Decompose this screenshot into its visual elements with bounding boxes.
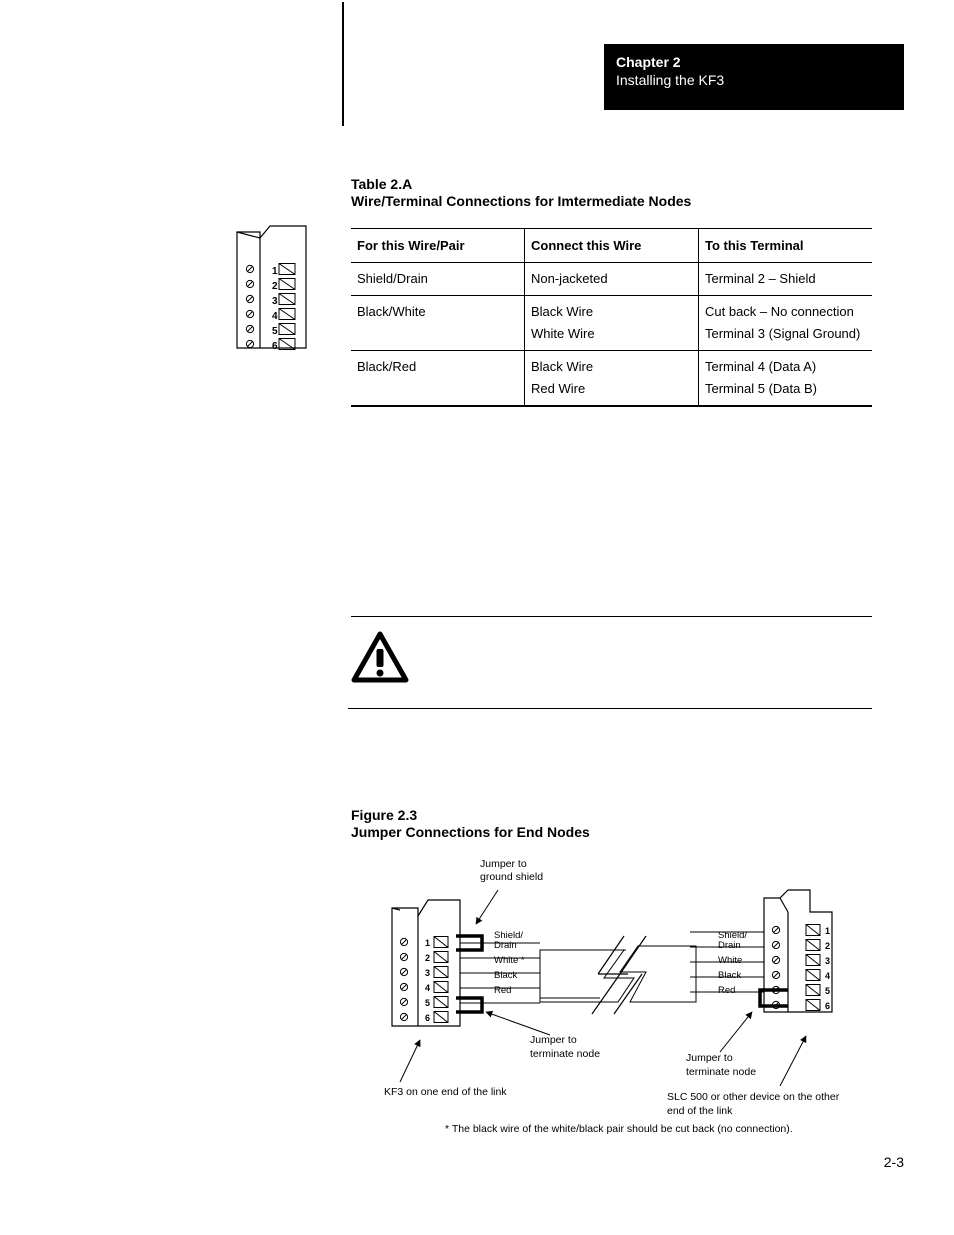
callout-arrow	[780, 1036, 806, 1086]
callout-text: terminate node	[686, 1066, 757, 1078]
callout-text: end of the link	[667, 1105, 733, 1117]
terminal-socket-diagonal	[806, 1000, 820, 1011]
terminal-socket-diagonal	[279, 279, 295, 290]
cell-wire	[525, 296, 699, 351]
terminal-number: 1	[425, 938, 431, 948]
table-row	[351, 296, 872, 351]
terminal-socket-diagonal	[806, 970, 820, 981]
callout-text: KF3 on one end of the link	[384, 1086, 507, 1098]
table-title: Wire/Terminal Connections for Imtermediate Nodes	[351, 193, 692, 209]
terminal-socket-diagonal	[806, 985, 820, 996]
terminal-number: 3	[272, 296, 278, 307]
terminal-number: 2	[272, 281, 278, 292]
terminal-value: Cut back – No connection	[705, 304, 854, 319]
screw-slot	[774, 943, 779, 948]
callout-arrow	[400, 1040, 420, 1082]
terminal-socket-diagonal	[279, 324, 295, 335]
screw-slot	[402, 955, 407, 960]
wire-label: White	[718, 955, 743, 966]
terminal-number: 5	[425, 998, 431, 1008]
terminal-number: 4	[425, 983, 431, 993]
terminal-number: 5	[272, 326, 278, 337]
screw-slot	[402, 940, 407, 945]
screw-slot	[248, 267, 253, 272]
cell-pair: Shield/Drain	[351, 263, 525, 296]
wire-value: Non-jacketed	[531, 271, 608, 286]
terminal-socket-diagonal	[279, 309, 295, 320]
wire-value: Red Wire	[531, 381, 586, 396]
terminal-number: 5	[825, 986, 831, 996]
callout-text: SLC 500 or other device on the other	[667, 1091, 840, 1103]
terminal-number: 4	[825, 971, 831, 981]
figure-label: Figure 2.3	[351, 807, 418, 823]
terminal-number: 6	[425, 1013, 431, 1023]
chapter-title: Installing the KF3	[616, 72, 725, 88]
screw-slot	[774, 958, 779, 963]
terminal-socket-diagonal	[806, 925, 820, 936]
wire-label: Red	[494, 985, 512, 996]
terminal-value: Terminal 2 – Shield	[705, 271, 816, 286]
table-row	[351, 351, 872, 407]
cell-pair: Black/Red	[351, 351, 525, 407]
screw-slot	[248, 297, 253, 302]
terminal-socket-diagonal	[279, 294, 295, 305]
terminal-socket-diagonal	[434, 952, 448, 963]
terminal-socket-diagonal	[434, 997, 448, 1008]
callout-arrow	[476, 890, 498, 924]
wire-value: White Wire	[531, 326, 595, 341]
wire-label: Drain	[718, 940, 741, 951]
callout-arrow	[486, 1012, 550, 1035]
jumper-diagram	[370, 850, 860, 1140]
cell-terminal	[699, 296, 873, 351]
figure-title: Jumper Connections for End Nodes	[351, 824, 590, 840]
terminal-socket-diagonal	[806, 940, 820, 951]
terminal-socket-diagonal	[434, 937, 448, 948]
wire-label: Shield/	[494, 930, 524, 941]
wire-value: Black Wire	[531, 359, 594, 374]
terminal-number: 1	[272, 266, 278, 277]
terminal-socket-diagonal	[279, 264, 295, 275]
screw-slot	[248, 312, 253, 317]
screw-slot	[402, 985, 407, 990]
cell-wire	[525, 351, 699, 407]
wire-label: Red	[718, 985, 736, 996]
cell-wire	[525, 263, 699, 296]
screw-slot	[248, 342, 253, 347]
column-header: To this Terminal	[699, 229, 873, 263]
page-number: 2-3	[883, 1154, 904, 1170]
column-header: Connect this Wire	[525, 229, 699, 263]
terminal-block-icon	[230, 224, 310, 356]
screw-slot	[774, 973, 779, 978]
screw-slot	[402, 970, 407, 975]
terminal-number: 4	[272, 311, 278, 322]
figure-footnote: * The black wire of the white/black pair should be cut back (no connection).	[445, 1123, 793, 1135]
callout-arrow	[720, 1012, 752, 1052]
table-row	[351, 263, 872, 296]
terminal-value: Terminal 5 (Data B)	[705, 381, 817, 396]
terminal-socket-diagonal	[434, 1012, 448, 1023]
terminal-number: 3	[425, 968, 431, 978]
terminal-number: 2	[825, 941, 831, 951]
cell-terminal	[699, 351, 873, 407]
screw-slot	[402, 1000, 407, 1005]
margin-rule	[342, 2, 344, 126]
terminal-value: Terminal 3 (Signal Ground)	[705, 326, 861, 341]
table-header-row	[351, 229, 872, 263]
cell-pair: Black/White	[351, 296, 525, 351]
wire-label: Drain	[494, 940, 517, 951]
wire-value: Black Wire	[531, 304, 594, 319]
screw-slot	[774, 928, 779, 933]
terminal-socket-diagonal	[434, 982, 448, 993]
terminal-number: 2	[425, 953, 431, 963]
connections-table	[351, 228, 872, 407]
terminal-number: 3	[825, 956, 831, 966]
terminal-number: 1	[825, 926, 831, 936]
callout-text: Jumper to	[530, 1034, 577, 1046]
terminal-number: 6	[825, 1001, 831, 1011]
screw-slot	[248, 327, 253, 332]
chapter-header	[604, 44, 904, 110]
screw-slot	[248, 282, 253, 287]
warning-top-rule	[351, 616, 872, 617]
table-label: Table 2.A	[351, 176, 413, 192]
right-connector	[760, 890, 832, 1012]
callout-text: Jumper to	[686, 1052, 733, 1064]
wire-label: White *	[494, 955, 525, 966]
warning-triangle-icon	[350, 630, 410, 684]
terminal-number: 6	[272, 341, 278, 352]
chapter-number: Chapter 2	[616, 54, 681, 70]
terminal-value: Terminal 4 (Data A)	[705, 359, 817, 374]
callout-text: Jumper to	[480, 858, 527, 870]
callout-text: ground shield	[480, 871, 544, 883]
column-header: For this Wire/Pair	[351, 229, 525, 263]
terminal-socket-diagonal	[806, 955, 820, 966]
cell-terminal	[699, 263, 873, 296]
wire-label: Shield/	[718, 930, 748, 941]
figure-caption	[351, 807, 590, 841]
table-caption	[351, 176, 691, 210]
callout-text: terminate node	[530, 1048, 601, 1060]
warning-bottom-rule	[348, 708, 872, 709]
screw-slot	[402, 1015, 407, 1020]
terminal-socket-diagonal	[434, 967, 448, 978]
wire-label: Black	[494, 970, 518, 981]
wire-label: Black	[718, 970, 742, 981]
left-connector	[392, 900, 482, 1026]
